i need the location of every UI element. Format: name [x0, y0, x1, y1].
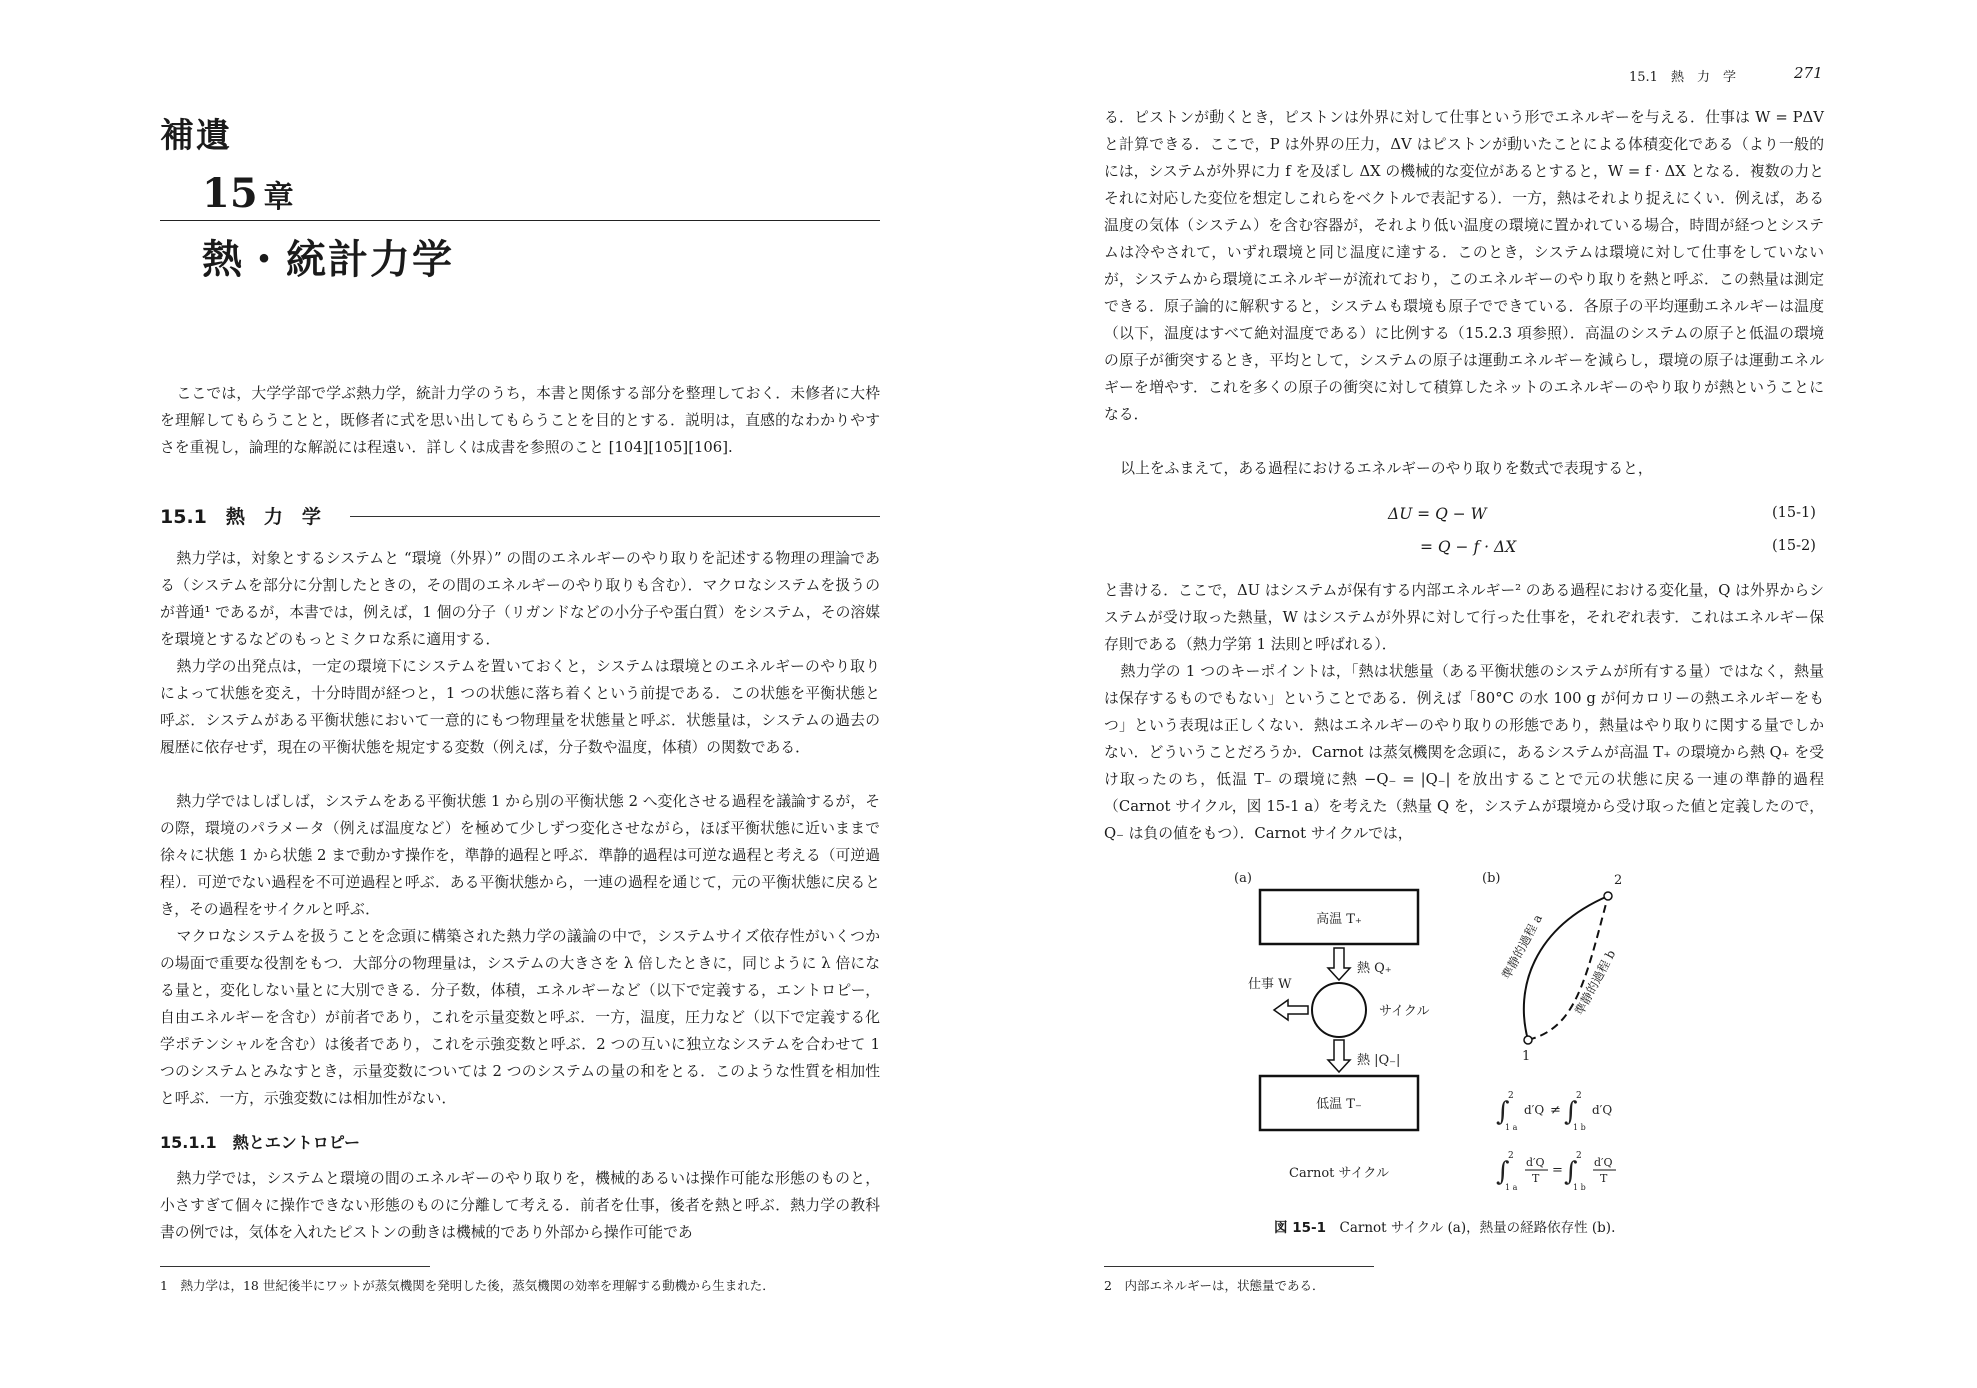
fraction-denominator-a: T	[1532, 1172, 1540, 1185]
point-1-marker	[1524, 1036, 1532, 1044]
body-text-2: 熱力学の出発点は，一定の環境下にシステムを置いておくと，システムは環境とのエネルギーのやり取りによって状態を変え，十分時間が経つと，1 つの状態に落ち着くという前提である．この状態を平衡状態と呼ぶ．システムがある平衡状態において一意的にもつ物理量を状態量と呼ぶ．状態量は，システムの過去の履歴に依存せず，現在の平衡状態を規定する変数（例えば，分子数や温度，体積）の関数である．	[160, 658, 880, 756]
not-equal-sign: ≠	[1550, 1103, 1561, 1118]
subsection-paragraph	[160, 1165, 880, 1246]
chapter-number-value: 15	[202, 170, 258, 217]
fraction-numerator-b: d′Q	[1594, 1156, 1613, 1169]
figure-label-a: (a)	[1234, 871, 1252, 886]
body-text-1: 熱力学は，対象とするシステムと “環境（外界）” の間のエネルギーのやり取りを記述する物理の理論である（システムを部分に分割したときの，その間のエネルギーのやり取りも含む）．マクロなシステムを扱うのが普通¹ であるが，本書では，例えば，1 個の分子（リガンドなどの小分子や蛋白質）をシステム，その溶媒を環境とするなどのもっとミクロな系に適用する．	[160, 550, 880, 648]
figure-label-b: (b)	[1482, 871, 1501, 886]
integral-upper-limit: 2	[1508, 1151, 1514, 1161]
footnote: 1 熱力学は，18 世紀後半にワットが蒸気機関を発明した後，蒸気機関の効率を理解する動機から生まれた．	[160, 1278, 775, 1293]
path-b-label: 準静的過程 b	[1572, 947, 1619, 1018]
work-label: 仕事 W	[1248, 977, 1292, 992]
integrand-a: d′Q	[1524, 1103, 1545, 1117]
heat-out-arrow-icon	[1328, 1040, 1350, 1072]
point-1-label: 1	[1522, 1049, 1531, 1064]
subsection-text: 熱力学では，システムと環境の間のエネルギーのやり取りを，機械的あるいは操作可能な形態のものと，小さすぎて個々に操作できない形態のものに分離して考える．前者を仕事，後者を熱と呼ぶ．熱力学の教科書の例では，気体を入れたピストンの動きは機械的であり外部から操作可能であ	[160, 1170, 880, 1241]
figure-caption	[1274, 1216, 1615, 1236]
body-text-r4: 熱力学の 1 つのキーポイントは，「熱は状態量（ある平衡状態のシステムが所有する量）ではなく，熱量は保存するものでもない」ということである．例えば「80°C の水 100 g が何カロリーの熱エネルギーをもつ」という表現は正しくない．熱はエネルギーのやり取りの形態であり，熱量はやり取りに関する量でしかない．どういうことだろうか．Carnot は蒸気機関を念頭に，あるシステムが高温 T₊ の環境から熱 Q₊ を受け取ったのち，低温 T₋ の環境に熱 −Q₋ = |Q₋| を放出することで元の状態に戻る一連の準静的過程（Carnot サイクル，図 15-1 a）を考えた（熱量 Q を，システムが環境から受け取った値と定義したので，Q₋ は負の値をもつ）．Carnot サイクルでは，	[1104, 663, 1824, 842]
integral-lower-limit-a: 1 a	[1505, 1123, 1518, 1132]
integral-upper-limit: 2	[1576, 1091, 1582, 1101]
chapter-number	[202, 170, 294, 217]
integral-equality	[1496, 1151, 1616, 1192]
equation-1: ΔU = Q − W	[1388, 505, 1487, 523]
intro-paragraph	[160, 380, 880, 461]
chapter-kicker: 補遺	[160, 116, 232, 156]
carnot-cycle-label: Carnot サイクル	[1289, 1166, 1389, 1181]
integral-sign-icon: ∫	[1564, 1157, 1578, 1187]
body-paragraph-2	[160, 653, 880, 761]
path-a-label: 準静的過程 a	[1499, 912, 1545, 982]
left-page	[160, 0, 880, 1388]
body-paragraph-r3: と書ける．ここで，ΔU はシステムが保有する内部エネルギー² のある過程における変化量，Q は外界からシステムが受け取った熱量，W はシステムが外界に対して行った仕事を，それぞれ表す．これはエネルギー保存則である（熱力学第 1 法則と呼ばれる）．	[1104, 582, 1824, 653]
fraction-denominator-b: T	[1600, 1172, 1608, 1185]
integral-sign-icon: ∫	[1496, 1157, 1510, 1187]
heat-out-label: 熱 |Q₋|	[1357, 1053, 1401, 1068]
integral-lower-limit-b: 1 b	[1573, 1123, 1586, 1132]
body-text-4: マクロなシステムを扱うことを念頭に構築された熱力学の議論の中で，システムサイズ依存性がいくつかの場面で重要な役割をもつ．大部分の物理量は，システムの大きさを λ 倍したときに，同じように λ 倍になる量と，変化しない量とに大別できる．分子数，体積，エネルギーなど（以下で定義する，エントロピー，自由エネルギーを含む）が前者であり，これを示量変数と呼ぶ．一方，温度，圧力など（以下で定義する化学ポテンシャルを含む）は後者であり，これを示強変数と呼ぶ．2 つの互いに独立なシステムを合わせて 1 つのシステムとみなすとき，示量変数については 2 つのシステムの量の和をとる．このような性質を相加性と呼ぶ．一方，示強変数には相加性がない．	[160, 928, 880, 1107]
page-number: 271	[1794, 64, 1823, 82]
fraction-numerator-a: d′Q	[1526, 1156, 1545, 1169]
equation-1-number: (15-1)	[1772, 505, 1816, 521]
chapter-title: 熱・統計力学	[202, 236, 454, 283]
cycle-label: サイクル	[1379, 1004, 1430, 1019]
equal-sign: =	[1552, 1163, 1563, 1178]
body-paragraph-1	[160, 545, 880, 653]
equation-2: = Q − f · ΔX	[1420, 538, 1517, 556]
hot-reservoir-label: 高温 T₊	[1316, 912, 1362, 927]
footnote-rule	[160, 1266, 430, 1267]
intro-text: ここでは，大学学部で学ぶ熱力学，統計力学のうち，本書と関係する部分を整理しておく．未修者に大枠を理解してもらうことと，既修者に式を思い出してもらうことを目的とする．説明は，直感的なわかりやすさを重視し，論理的な解説には程遠い．詳しくは成書を参照のこと [104][105][106].	[160, 385, 880, 456]
integral-lower-limit-b: 1 b	[1573, 1183, 1586, 1192]
integral-upper-limit: 2	[1508, 1091, 1514, 1101]
right-page	[1104, 0, 1824, 1388]
subsection-title: 15.1.1 熱とエントロピー	[160, 1133, 361, 1152]
point-2-label: 2	[1614, 873, 1623, 888]
body-paragraph-r4	[1104, 658, 1824, 847]
body-paragraph-r2	[1104, 455, 1824, 482]
equation-2-number: (15-2)	[1772, 538, 1816, 554]
body-paragraph-r1: る．ピストンが動くとき，ピストンは外界に対して仕事という形でエネルギーを与える．仕事は W = PΔV と計算できる．ここで，P は外界の圧力，ΔV はピストンが動いたことによる体積変化である（より一般的には，システムが外界に力 f を及ぼし ΔX の機械的な変位があるとすると，W = f · ΔX となる．複数の力とそれに対応した変位を想定しこれらをベクトルで表記する）．一方，熱はそれより捉えにくい．例えば，ある温度の気体（システム）を含む容器が，それより低い温度の環境に置かれている場合，時間が経つとシステムは冷やされて，いずれ環境と同じ温度に達する．このとき，システムは環境に対して仕事をしていないが，システムから環境にエネルギーが流れており，このエネルギーのやり取りを熱と呼ぶ．この熱量は測定できる．原子論的に解釈すると，システムも環境も原子でできている．各原子の平均運動エネルギーは温度（以下，温度はすべて絶対温度である）に比例する（15.2.3 項参照）．高温のシステムの原子と低温の環境の原子が衝突するとき，平均として，システムの原子は運動エネルギーを減らし，環境の原子は運動エネルギーを増やす．これを多くの原子の衝突に対して積算したネットのエネルギーのやり取りが熱ということになる．	[1104, 109, 1824, 423]
footnote: 2 内部エネルギーは，状態量である．	[1104, 1278, 1325, 1293]
cold-reservoir-label: 低温 T₋	[1316, 1097, 1362, 1112]
heat-in-label: 熱 Q₊	[1357, 961, 1392, 976]
integral-sign-icon: ∫	[1496, 1097, 1510, 1127]
figure-caption-label: 図 15-1	[1274, 1220, 1326, 1236]
body-paragraph-3	[160, 788, 880, 923]
body-text-3: 熱力学ではしばしば，システムをある平衡状態 1 から別の平衡状態 2 へ変化させる過程を議論するが，その際，環境のパラメータ（例えば温度など）を極めて少しずつ変化させながら，ほぼ平衡状態に近いままで徐々に状態 1 から状態 2 まで動かす操作を，準静的過程と呼ぶ．準静的過程は可逆な過程と考える（可逆過程）．可逆でない過程を不可逆過程と呼ぶ．ある平衡状態から，一連の過程を通じて，元の平衡状態に戻るとき，その過程をサイクルと呼ぶ．	[160, 793, 880, 918]
integrand-b: d′Q	[1592, 1103, 1613, 1117]
chapter-rule	[160, 220, 880, 221]
body-text-r2: 以上をふまえて，ある過程におけるエネルギーのやり取りを数式で表現すると，	[1120, 460, 1653, 477]
section-title: 15.1 熱 力 学	[160, 506, 321, 528]
figure-15-1	[1234, 868, 1674, 1198]
heat-in-arrow-icon	[1328, 948, 1350, 980]
work-arrow-icon	[1274, 1000, 1308, 1020]
body-paragraph-4	[160, 923, 880, 1112]
point-2-marker	[1604, 892, 1612, 900]
integral-lower-limit-a: 1 a	[1505, 1183, 1518, 1192]
cycle-circle	[1312, 983, 1366, 1037]
integral-sign-icon: ∫	[1564, 1097, 1578, 1127]
section-rule	[350, 516, 880, 517]
running-head: 15.1 熱 力 学	[1629, 70, 1736, 85]
chapter-kanji: 章	[263, 180, 294, 215]
integral-inequality	[1496, 1091, 1612, 1132]
integral-upper-limit: 2	[1576, 1151, 1582, 1161]
figure-caption-text: Carnot サイクル (a)，熱量の経路依存性 (b).	[1339, 1220, 1616, 1236]
footnote-rule	[1104, 1266, 1374, 1267]
